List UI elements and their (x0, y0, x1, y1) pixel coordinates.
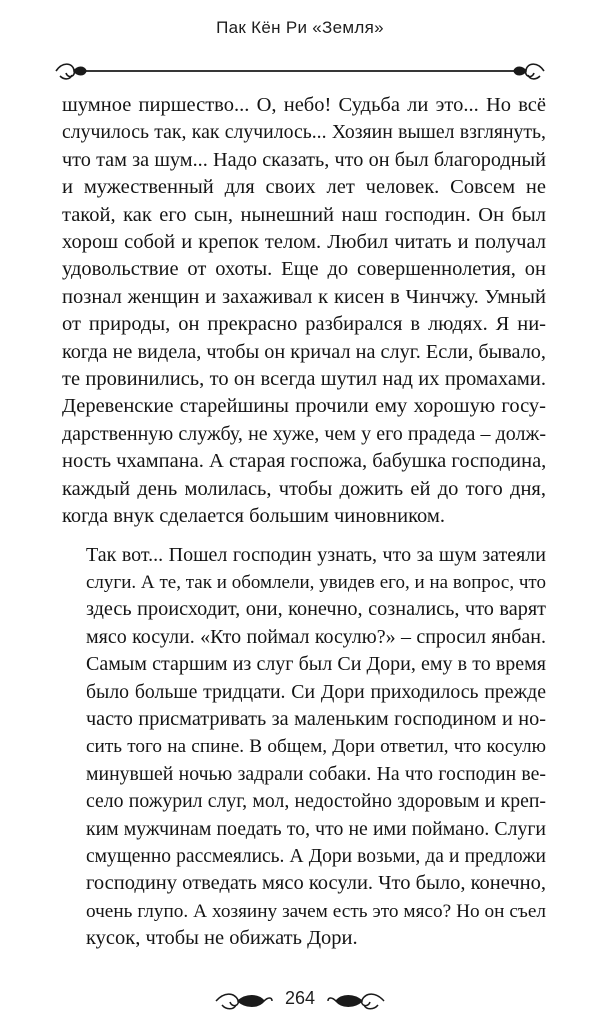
text-line: шумное пиршество... О, небо! Судьба ли это... Но всё (62, 94, 546, 116)
text-line: было больше тридцати. Си Дори приходилось прежде (86, 680, 546, 703)
text-line: очень глупо. А хозяину зачем есть это мясо? Но он съел (86, 900, 546, 922)
text-line: хорош собой и крепок телом. Любил читать и получал (62, 231, 546, 254)
text-line: и мужественный для своих лет человек. Совсем не (62, 176, 546, 199)
text-line: случилось так, как случилось... Хозяин вышел взглянуть, (62, 121, 546, 144)
text-line: Так вот... Пошел господин узнать, что за шум затеяли (86, 543, 546, 566)
header-ornament-rule (54, 58, 546, 84)
running-head: Пак Кён Ри «Земля» (216, 18, 384, 37)
text-line: сить того на спине. В общем, Дори ответил, что косулю (86, 736, 546, 758)
right-folio-ornament-icon (326, 990, 386, 1012)
text-line: что там за шум... Надо сказать, что он был благородный (62, 148, 546, 171)
text-line: Самым старшим из слуг был Си Дори, ему в то время (86, 653, 546, 676)
right-flourish-icon (514, 64, 544, 79)
page-number: 264 (284, 988, 316, 1008)
text-line: удовольствие от охоты. Еще до совершеннолетия, он (62, 258, 546, 281)
text-line: ким мужчинам поедать то, что не ими поймано. Слуги (86, 817, 546, 840)
text-line: те провинились, то он всегда шутил над их промахами. (62, 368, 546, 391)
text-line: каждый день молилась, чтобы дожить ей до того дня, (62, 477, 546, 500)
paragraph (62, 542, 546, 953)
page-footer (0, 980, 600, 1020)
text-line: когда не видела, чтобы он кричал на слуг. Если, бывало, (62, 340, 546, 363)
text-line: минувшей ночью задрали собаки. На что господин ве- (86, 762, 546, 785)
paragraph (62, 92, 546, 531)
left-flourish-icon (56, 64, 86, 79)
text-line: село пожурил слуг, мол, недостойно здоровым и креп- (86, 790, 546, 813)
text-line: здесь происходит, они, конечно, сознались, что варят (86, 598, 546, 621)
text-line: смущенно рассмеялись. А Дори возьми, да и предложи (86, 845, 546, 867)
text-line: кусок, чтобы не обижать Дори. (86, 927, 358, 950)
text-line: слуги. А те, так и обомлели, увидев его, и на вопрос, что (86, 571, 546, 593)
text-line: дарственную службу, не хуже, чем у его прадеда – долж- (62, 422, 546, 445)
text-line: часто присматривать за маленьким господином и но- (86, 707, 546, 730)
body-text (62, 92, 546, 953)
text-line: ность чхампана. А старая госпожа, бабушка господина, (62, 450, 547, 473)
text-line: познал женщин и захаживал к кисен в Чинчжу. Умный (62, 285, 546, 308)
text-line: Деревенские старейшины прочили ему хорошую госу- (62, 395, 546, 418)
text-line: от природы, он прекрасно разбирался в людях. Я ни- (62, 313, 546, 336)
text-line: такой, как его сын, нынешний наш господин. Он был (62, 203, 546, 226)
text-line: мясо косули. «Кто поймал косулю?» – спросил янбан. (86, 625, 546, 648)
text-line: когда внук сделается большим чиновником. (62, 505, 445, 528)
text-line: господину отведать мясо косули. Что было, конечно, (86, 872, 546, 895)
